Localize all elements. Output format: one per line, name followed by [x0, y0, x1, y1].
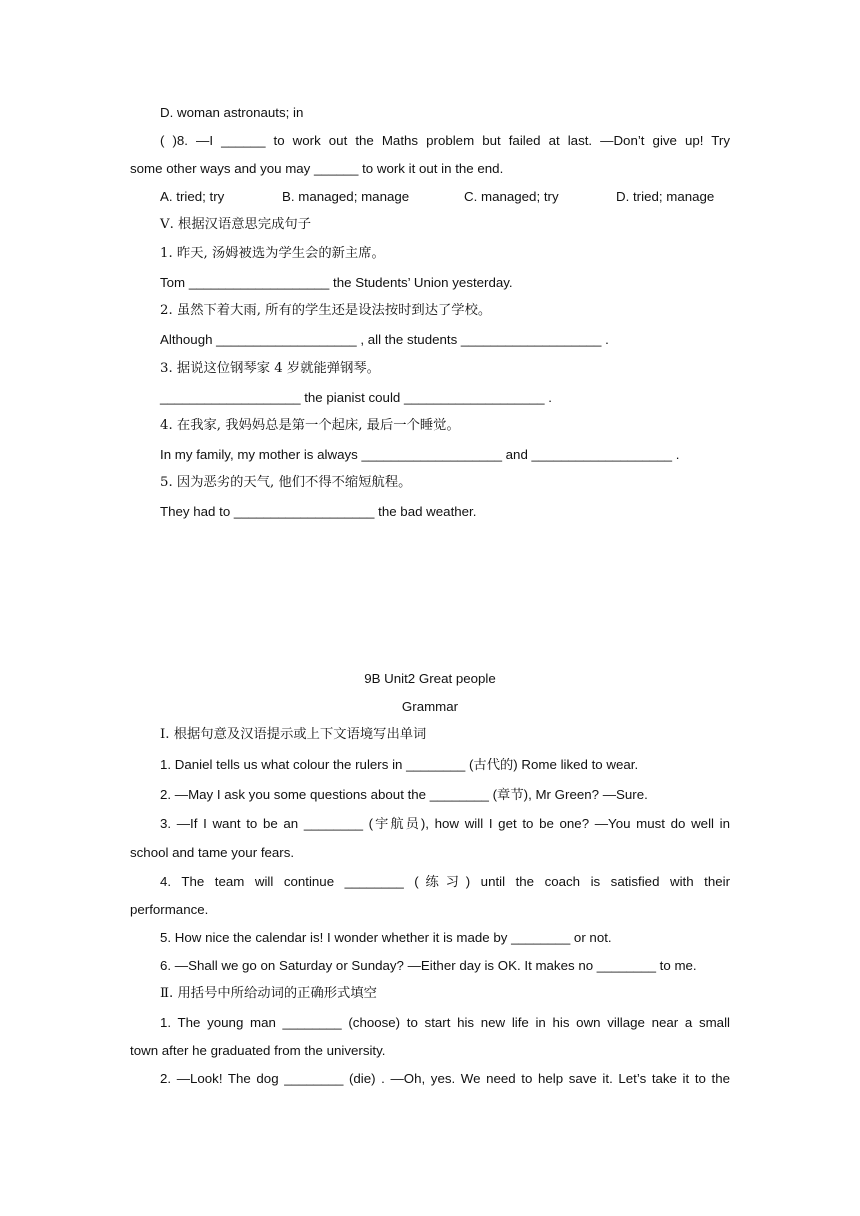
section-v-item-1-en: Tom ___________________ the Students’ Union yesterday. — [160, 275, 513, 290]
section-ii-heading: Ⅱ. 用括号中所给动词的正确形式填空 — [160, 986, 377, 1001]
section-i-question-6: 6. —Shall we go on Saturday or Sunday? —Either day is OK. It makes no ________ to me. — [160, 958, 697, 973]
section-v-heading: Ⅴ. 根据汉语意思完成句子 — [160, 217, 312, 232]
section-i-question-4-line-1: 4. The team will continue ________ (练习) until the coach is satisfied with their — [160, 874, 730, 889]
section-ii-question-1-line-1: 1. The young man ________ (choose) to start his new life in his own village near a small — [160, 1015, 730, 1030]
section-v-item-5-cn: 5. 因为恶劣的天气, 他们不得不缩短航程。 — [160, 475, 412, 490]
section-i-question-1: 1. Daniel tells us what colour the rulers in ________ (古代的) Rome liked to wear. — [160, 757, 639, 772]
option-d: D. tried; manage — [616, 189, 715, 204]
unit-subtitle: Grammar — [401, 699, 459, 714]
section-v-item-2-en: Although ___________________ , all the students ___________________ . — [160, 332, 609, 347]
section-i-question-2: 2. —May I ask you some questions about the ________ (章节), Mr Green? —Sure. — [160, 787, 648, 802]
question-8-options — [160, 188, 730, 206]
section-i-question-3-line-1: 3. —If I want to be an ________ (宇航员), how will I get to be one? —You must do well in — [160, 816, 730, 831]
section-v-item-4-en: In my family, my mother is always ___________________ and ___________________ . — [160, 447, 680, 462]
section-v-item-3-en: ___________________ the pianist could ___________________ . — [160, 390, 552, 405]
section-i-question-5: 5. How nice the calendar is! I wonder whether it is made by ________ or not. — [160, 930, 612, 945]
option-a: A. tried; try — [160, 189, 225, 204]
option-b: B. managed; manage — [282, 189, 410, 204]
section-i-question-4-line-2: performance. — [130, 902, 209, 917]
option-c: C. managed; try — [464, 189, 559, 204]
section-i-heading: Ⅰ. 根据句意及汉语提示或上下文语境写出单词 — [160, 727, 427, 742]
unit-title: 9B Unit2 Great people — [364, 671, 496, 686]
section-i-question-3-line-2: school and tame your fears. — [130, 845, 295, 860]
section-v-item-5-en: They had to ___________________ the bad weather. — [160, 504, 477, 519]
question-8-line-1: ( )8. —I ______ to work out the Maths problem but failed at last. —Don’t give up! Try — [160, 133, 730, 148]
question-8-line-2: some other ways and you may ______ to work it out in the end. — [130, 161, 504, 176]
section-v-item-4-cn: 4. 在我家, 我妈妈总是第一个起床, 最后一个睡觉。 — [160, 418, 460, 433]
section-v-item-1-cn: 1. 昨天, 汤姆被选为学生会的新主席。 — [160, 246, 385, 261]
section-v-item-3-cn: 3. 据说这位钢琴家 4 岁就能弹钢琴。 — [160, 361, 380, 376]
section-v-item-2-cn: 2. 虽然下着大雨, 所有的学生还是设法按时到达了学校。 — [160, 303, 492, 318]
section-ii-question-2-line-1: 2. —Look! The dog ________ (die) . —Oh, yes. We need to help save it. Let’s take it to the — [160, 1071, 730, 1086]
section-ii-question-1-line-2: town after he graduated from the university. — [130, 1043, 386, 1058]
option-d-line: D. woman astronauts; in — [160, 105, 304, 120]
